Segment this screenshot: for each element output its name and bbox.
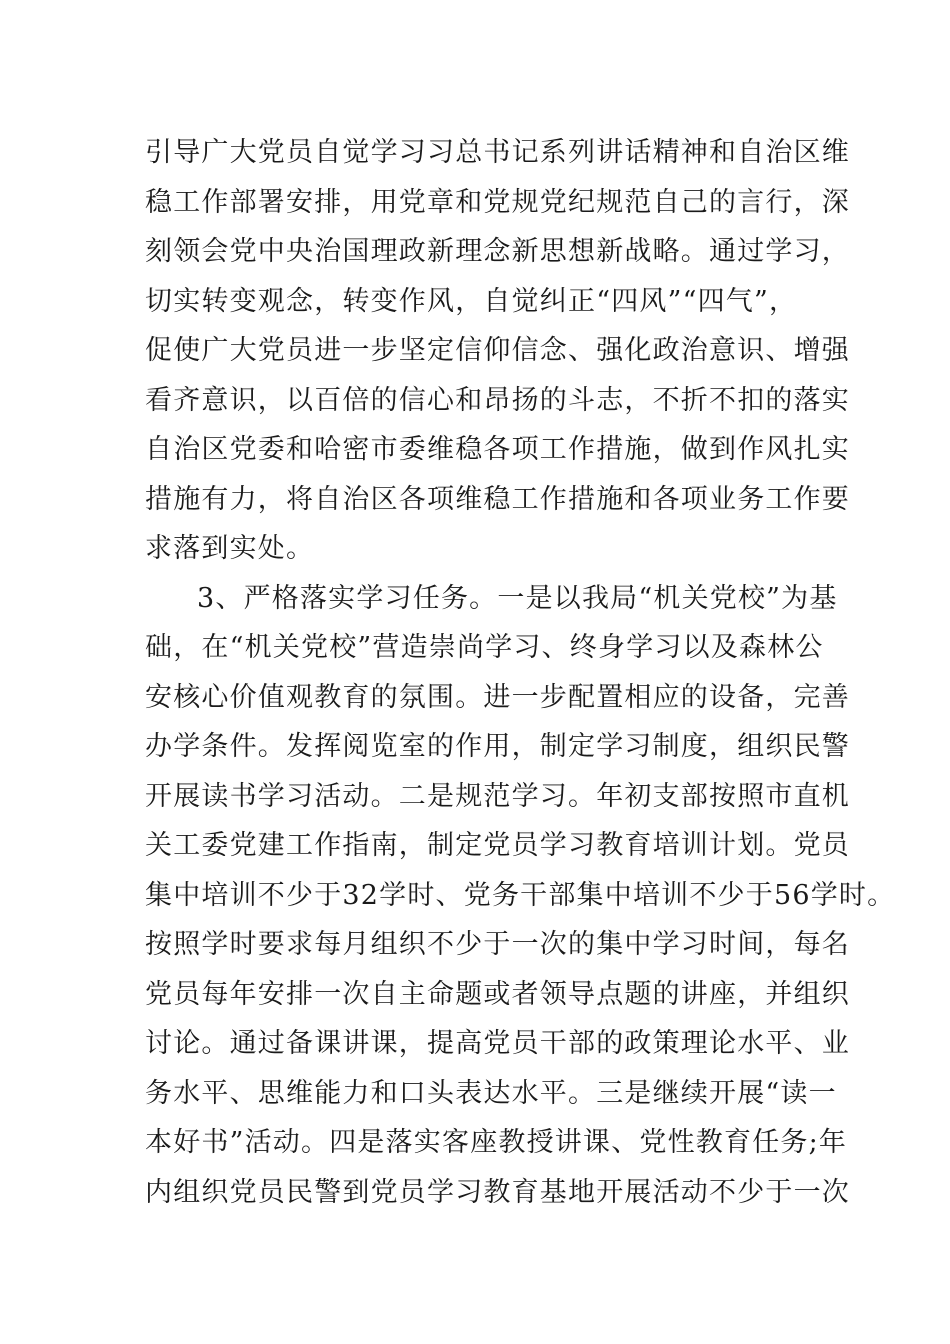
text-line: 关工委党建工作指南，制定党员学习教育培训计划。党员 xyxy=(145,830,850,861)
text-line: 措施有力，将自治区各项维稳工作措施和各项业务工作要 xyxy=(145,483,850,515)
text-line: 务水平、思维能力和口头表达水平。三是继续开展“读一 xyxy=(145,1077,837,1109)
text-line: 切实转变观念，转变作风，自觉纠正“四风”“四气”， xyxy=(145,285,798,317)
text-line: 看齐意识，以百倍的信心和昂扬的斗志，不折不扣的落实 xyxy=(145,384,850,416)
text-line: 开展读书学习活动。二是规范学习。年初支部按照市直机 xyxy=(145,780,850,812)
text-line-first: 3、严格落实学习任务。一是以我局“机关党校”为基 xyxy=(197,582,838,614)
text-line: 内组织党员民警到党员学习教育基地开展活动不少于一次 xyxy=(145,1176,850,1208)
text-line: 自治区党委和哈密市委维稳各项工作措施，做到作风扎实 xyxy=(145,434,850,465)
text-line: 促使广大党员进一步坚定信仰信念、强化政治意识、增强 xyxy=(145,335,850,366)
text-line: 党员每年安排一次自主命题或者领导点题的讲座，并组织 xyxy=(145,978,850,1010)
text-line: 稳工作部署安排，用党章和党规党纪规范自己的言行，深 xyxy=(145,186,850,218)
text-line: 本好书”活动。四是落实客座教授讲课、党性教育任务;年 xyxy=(145,1127,848,1158)
text-line: 讨论。通过备课讲课，提高党员干部的政策理论水平、业 xyxy=(145,1028,850,1059)
text-line: 集中培训不少于32学时、党务干部集中培训不少于56学时。 xyxy=(145,879,896,911)
text-line: 刻领会党中央治国理政新理念新思想新战略。通过学习， xyxy=(145,236,850,267)
text-line: 求落到实处。 xyxy=(145,533,315,564)
text-line: 引导广大党员自觉学习习总书记系列讲话精神和自治区维 xyxy=(145,137,850,168)
text-line: 办学条件。发挥阅览室的作用，制定学习制度，组织民警 xyxy=(145,731,850,762)
text-line: 按照学时要求每月组织不少于一次的集中学习时间，每名 xyxy=(145,929,850,960)
paragraph-1 xyxy=(145,128,850,574)
document-body xyxy=(145,128,896,1217)
text-line: 础，在“机关党校”营造崇尚学习、终身学习以及森林公 xyxy=(145,632,824,663)
paragraph-2 xyxy=(145,574,896,1218)
text-line: 安核心价值观教育的氛围。进一步配置相应的设备，完善 xyxy=(145,681,850,713)
